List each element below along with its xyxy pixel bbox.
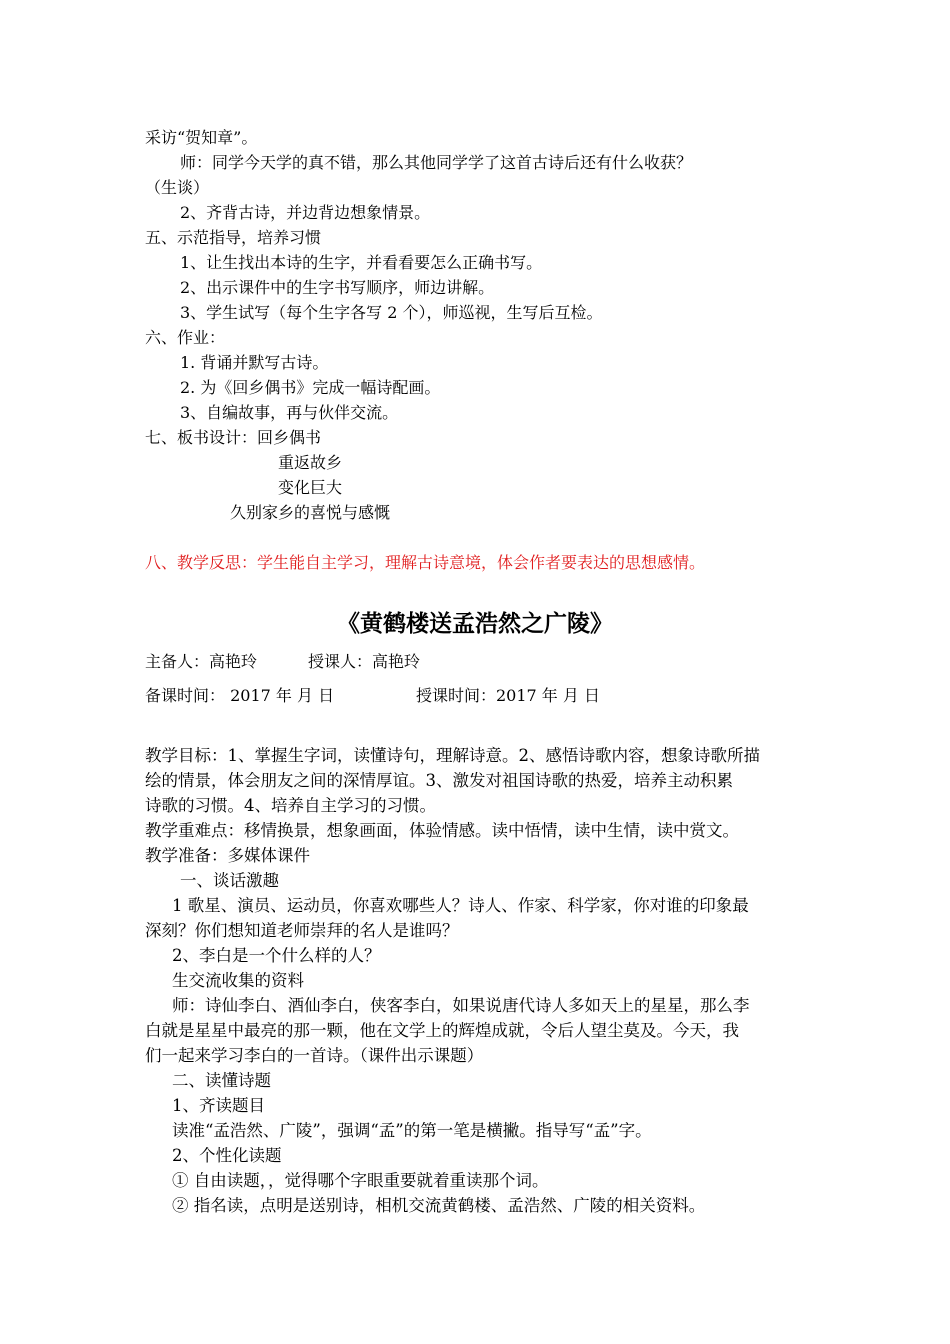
text-line: 绘的情景，体会朋友之间的深情厚谊。3、激发对祖国诗歌的热爱，培养主动积累 — [145, 771, 733, 790]
teacher: 授课人：高艳玲 — [308, 652, 421, 671]
text-line: 1、齐读题目 — [172, 1096, 265, 1115]
text-line: 2、李白是一个什么样的人？ — [172, 946, 381, 965]
class-time: 授课时间：2017 年 月 日 — [416, 686, 600, 705]
text-line: 生交流收集的资料 — [172, 971, 304, 990]
text-line: 3、自编故事，再与伙伴交流。 — [180, 403, 399, 422]
section-heading: 六、作业： — [145, 328, 226, 347]
text-line: （生谈） — [145, 178, 210, 197]
text-line: 师：诗仙李白、酒仙李白，侠客李白，如果说唐代诗人多如天上的星星，那么李 — [172, 996, 750, 1015]
text-line: 2、出示课件中的生字书写顺序，师边讲解。 — [180, 278, 495, 297]
text-line: 深刻？你们想知道老师崇拜的名人是谁吗？ — [145, 921, 459, 940]
section-heading: 一、谈话激趣 — [180, 871, 279, 890]
section-heading: 二、读懂诗题 — [172, 1071, 271, 1090]
text-line: 诗歌的习惯。4、培养自主学习的习惯。 — [145, 796, 436, 815]
board-line: 久别家乡的喜悦与感慨 — [230, 503, 391, 522]
text-line: 3、学生试写（每个生字各写 2 个），师巡视，生写后互检。 — [180, 303, 603, 322]
text-line: 白就是星星中最亮的那一颗，他在文学上的辉煌成就，令后人望尘莫及。今天，我 — [145, 1021, 739, 1040]
text-line: 采访“贺知章”。 — [145, 128, 258, 147]
text-line: 们一起来学习李白的一首诗。（课件出示课题） — [145, 1046, 484, 1065]
teaching-reflection: 八、教学反思：学生能自主学习，理解古诗意境，体会作者要表达的思想感情。 — [145, 553, 706, 572]
preparer: 主备人：高艳玲 — [145, 652, 258, 671]
section-heading: 七、板书设计：回乡偶书 — [145, 428, 322, 447]
lesson-title: 《黄鹤楼送孟浩然之广陵》 — [337, 610, 613, 637]
text-line: 师：同学今天学的真不错，那么其他同学学了这首古诗后还有什么收获？ — [180, 153, 693, 172]
text-line: 教学准备：多媒体课件 — [145, 846, 310, 865]
board-line: 变化巨大 — [278, 478, 343, 497]
text-line: 2、个性化读题 — [172, 1146, 282, 1165]
text-line: ① 自由读题，，觉得哪个字眼重要就着重读那个词。 — [172, 1171, 549, 1190]
section-heading: 五、示范指导，培养习惯 — [145, 228, 322, 247]
text-line: ② 指名读，点明是送别诗，相机交流黄鹤楼、孟浩然、广陵的相关资料。 — [172, 1196, 706, 1215]
text-line: 1. 背诵并默写古诗。 — [180, 353, 329, 372]
text-line: 教学目标：1、掌握生字词，读懂诗句，理解诗意。2、感悟诗歌内容，想象诗歌所描 — [145, 746, 760, 765]
text-line: 读准“孟浩然、广陵”，强调“孟”的第一笔是横撇。指导写“孟”字。 — [172, 1121, 652, 1140]
prep-time: 备课时间： 2017 年 月 日 — [145, 686, 335, 705]
text-line: 2、齐背古诗，并边背边想象情景。 — [180, 203, 431, 222]
board-line: 重返故乡 — [278, 453, 343, 472]
text-line: 2. 为《回乡偶书》完成一幅诗配画。 — [180, 378, 441, 397]
text-line: 1、让生找出本诗的生字，并看看要怎么正确书写。 — [180, 253, 543, 272]
text-line: 教学重难点：移情换景，想象画面，体验情感。读中悟情，读中生情，读中赏文。 — [145, 821, 739, 840]
text-line: 1 歌星、演员、运动员，你喜欢哪些人？诗人、作家、科学家，你对谁的印象最 — [172, 896, 749, 915]
